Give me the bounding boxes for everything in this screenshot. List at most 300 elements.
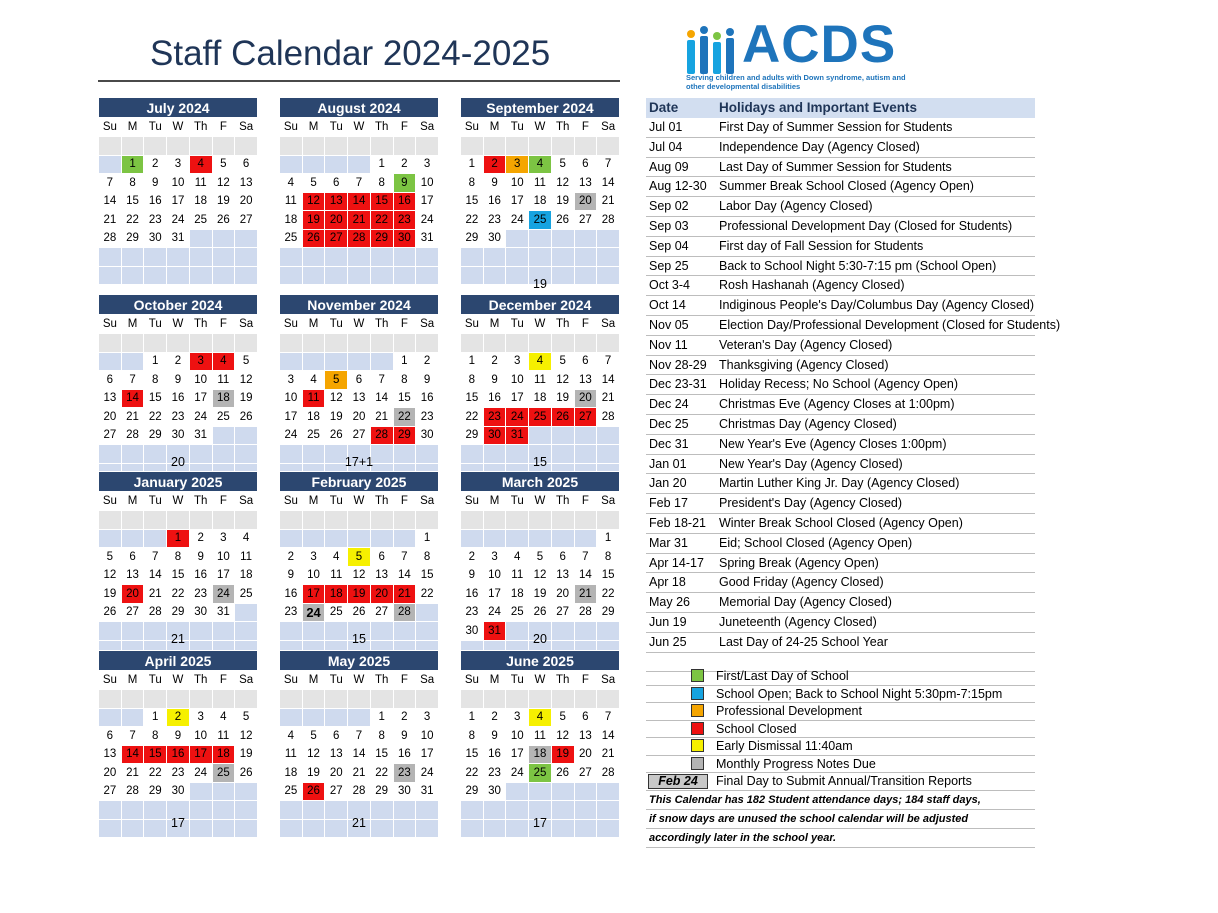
empty-cell — [370, 266, 393, 285]
day-cell: 22 — [416, 585, 439, 604]
legend-swatch — [691, 687, 704, 700]
legend-item — [646, 738, 1035, 756]
event-row — [646, 534, 1035, 554]
day-cell: 29 — [461, 229, 484, 248]
weekday-label: Sa — [235, 315, 258, 334]
day-cell: 8 — [416, 548, 439, 567]
legend-swatch — [691, 739, 704, 752]
day-cell: 16 — [144, 192, 167, 211]
day-cell: 10 — [416, 174, 439, 193]
weekday-label: Tu — [144, 118, 167, 137]
spacer-cell — [370, 511, 393, 530]
day-cell: 17 — [483, 585, 506, 604]
day-cell: 29 — [121, 229, 144, 248]
day-cell: 17 — [167, 192, 190, 211]
day-cell: 1 — [416, 529, 439, 548]
day-cell: 21 — [393, 585, 416, 604]
event-row — [646, 375, 1035, 395]
day-cell: 22 — [144, 764, 167, 783]
spacer-cell — [506, 690, 529, 709]
day-cell: 17 — [302, 585, 325, 604]
event-description: Good Friday (Agency Closed) — [719, 575, 884, 590]
day-cell: 24 — [189, 764, 212, 783]
spacer-cell — [212, 690, 235, 709]
spacer-cell — [144, 690, 167, 709]
day-cell: 18 — [212, 745, 235, 764]
event-date: Dec 24 — [649, 397, 689, 412]
day-cell: 23 — [483, 408, 506, 427]
day-cell: 11 — [302, 389, 325, 408]
day-cell: 2 — [189, 529, 212, 548]
weekday-label: Th — [551, 118, 574, 137]
event-description: Summer Break School Closed (Agency Open) — [719, 179, 974, 194]
month-calendar — [279, 294, 439, 482]
day-cell: 28 — [348, 229, 371, 248]
day-cell: 10 — [189, 371, 212, 390]
empty-cell — [189, 229, 212, 248]
day-cell: 24 — [506, 211, 529, 230]
event-row — [646, 316, 1061, 336]
event-description: Winter Break School Closed (Agency Open) — [719, 515, 963, 530]
month-title: February 2025 — [280, 472, 439, 492]
day-cell: 7 — [348, 174, 371, 193]
day-cell: 3 — [212, 529, 235, 548]
spacer-cell — [551, 511, 574, 530]
day-cell: 19 — [99, 585, 122, 604]
event-date: Jun 19 — [649, 614, 687, 629]
event-date: Sep 03 — [649, 218, 689, 233]
day-cell: 13 — [99, 745, 122, 764]
day-cell: 21 — [597, 192, 620, 211]
empty-cell — [393, 248, 416, 267]
weekday-label: M — [483, 492, 506, 511]
day-cell: 19 — [212, 192, 235, 211]
legend-label: Final Day to Submit Annual/Transition Reports — [716, 774, 972, 788]
empty-cell — [325, 155, 348, 174]
spacer-cell — [189, 511, 212, 530]
day-cell: 28 — [597, 408, 620, 427]
month-title: August 2024 — [280, 98, 439, 118]
day-cell: 27 — [574, 211, 597, 230]
day-cell: 25 — [280, 782, 303, 801]
event-date: Apr 14-17 — [649, 555, 704, 570]
weekday-label: W — [348, 118, 371, 137]
day-cell: 20 — [574, 389, 597, 408]
day-cell: 1 — [461, 155, 484, 174]
event-row — [646, 276, 1035, 296]
day-cell: 17 — [506, 389, 529, 408]
day-cell: 12 — [99, 566, 122, 585]
event-row — [646, 455, 1035, 475]
day-cell: 30 — [167, 782, 190, 801]
weekday-label: Sa — [416, 671, 439, 690]
day-cell: 1 — [121, 155, 144, 174]
day-cell: 18 — [280, 764, 303, 783]
empty-cell — [348, 248, 371, 267]
calendar-note: if snow days are unused the school calendar will be adjusted — [646, 810, 1035, 829]
day-cell: 2 — [483, 352, 506, 371]
events-date-header: Date — [649, 100, 679, 115]
day-cell: 30 — [167, 426, 190, 445]
event-description: Juneteenth (Agency Closed) — [719, 614, 877, 629]
day-cell: 4 — [506, 548, 529, 567]
day-cell: 2 — [461, 548, 484, 567]
empty-cell — [167, 266, 190, 285]
spacer-cell — [144, 334, 167, 353]
weekday-label: F — [574, 492, 597, 511]
day-cell: 25 — [325, 603, 348, 622]
event-date: Nov 05 — [649, 317, 689, 332]
day-cell: 20 — [235, 192, 258, 211]
day-cell: 27 — [235, 211, 258, 230]
month-day-count: 17+1 — [344, 455, 374, 469]
spacer-cell — [302, 334, 325, 353]
legend-item — [646, 703, 1035, 721]
event-date: Oct 3-4 — [649, 278, 690, 293]
weekday-label: W — [167, 315, 190, 334]
day-cell: 22 — [461, 211, 484, 230]
spacer-cell — [506, 511, 529, 530]
spacer-cell — [348, 334, 371, 353]
weekday-label: F — [393, 315, 416, 334]
empty-cell — [551, 529, 574, 548]
event-row — [646, 296, 1035, 316]
day-cell: 14 — [99, 192, 122, 211]
calendar-note: This Calendar has 182 Student attendance days; 184 staff days, — [646, 791, 1035, 810]
spacer-cell — [144, 137, 167, 156]
day-cell: 12 — [325, 389, 348, 408]
empty-cell — [235, 426, 258, 445]
day-cell: 29 — [370, 782, 393, 801]
day-cell: 13 — [325, 745, 348, 764]
day-cell: 21 — [597, 745, 620, 764]
day-cell: 16 — [393, 745, 416, 764]
weekday-label: Su — [280, 315, 303, 334]
day-cell: 25 — [506, 603, 529, 622]
legend-item — [646, 721, 1035, 739]
day-cell: 8 — [370, 174, 393, 193]
day-cell: 26 — [551, 408, 574, 427]
spacer-cell — [461, 690, 484, 709]
day-cell: 24 — [212, 585, 235, 604]
date-tag: Feb 24 — [648, 774, 708, 789]
day-cell: 18 — [325, 585, 348, 604]
empty-cell — [574, 248, 597, 267]
month-day-count: 17 — [533, 816, 547, 830]
spacer-cell — [416, 690, 439, 709]
day-cell: 22 — [167, 585, 190, 604]
spacer-cell — [280, 690, 303, 709]
day-cell: 26 — [212, 211, 235, 230]
day-cell: 15 — [144, 389, 167, 408]
event-date: Mar 31 — [649, 535, 688, 550]
day-cell: 21 — [121, 764, 144, 783]
weekday-label: F — [212, 315, 235, 334]
empty-cell — [348, 155, 371, 174]
day-cell: 6 — [325, 727, 348, 746]
event-date: May 26 — [649, 595, 690, 610]
day-cell: 5 — [235, 352, 258, 371]
day-cell: 21 — [597, 389, 620, 408]
spacer-cell — [235, 334, 258, 353]
legend-label: Early Dismissal 11:40am — [716, 739, 853, 753]
empty-cell — [393, 529, 416, 548]
legend-label: Professional Development — [716, 704, 862, 718]
weekday-label: M — [302, 671, 325, 690]
weekday-label: W — [348, 315, 371, 334]
spacer-cell — [483, 690, 506, 709]
day-cell: 19 — [325, 408, 348, 427]
spacer-cell — [597, 334, 620, 353]
weekday-label: M — [121, 315, 144, 334]
event-date: Apr 18 — [649, 575, 686, 590]
event-description: Back to School Night 5:30-7:15 pm (School Open) — [719, 258, 997, 273]
empty-cell — [325, 248, 348, 267]
day-cell: 30 — [144, 229, 167, 248]
day-cell: 3 — [280, 371, 303, 390]
day-cell: 9 — [189, 548, 212, 567]
empty-cell — [99, 708, 122, 727]
day-cell: 14 — [393, 566, 416, 585]
day-cell: 28 — [99, 229, 122, 248]
month-calendar — [98, 650, 258, 838]
weekday-label: Tu — [325, 671, 348, 690]
spacer-cell — [235, 511, 258, 530]
weekday-label: Th — [189, 315, 212, 334]
event-row — [646, 336, 1035, 356]
day-cell: 4 — [280, 727, 303, 746]
day-cell: 5 — [529, 548, 552, 567]
day-cell: 7 — [121, 727, 144, 746]
day-cell: 8 — [370, 727, 393, 746]
empty-cell — [325, 266, 348, 285]
weekday-label: Tu — [506, 671, 529, 690]
day-cell: 3 — [416, 155, 439, 174]
event-date: Oct 14 — [649, 298, 686, 313]
event-date: Jun 25 — [649, 634, 687, 649]
day-cell: 18 — [529, 745, 552, 764]
month-title: December 2024 — [461, 295, 620, 315]
day-cell: 23 — [167, 764, 190, 783]
day-cell: 30 — [189, 603, 212, 622]
event-row — [646, 118, 1035, 138]
spacer-cell — [144, 511, 167, 530]
empty-cell — [325, 708, 348, 727]
weekday-label: Tu — [325, 315, 348, 334]
spacer-cell — [551, 690, 574, 709]
day-cell: 28 — [393, 603, 416, 622]
empty-cell — [121, 708, 144, 727]
spacer-cell — [551, 334, 574, 353]
month-title: September 2024 — [461, 98, 620, 118]
day-cell: 9 — [167, 727, 190, 746]
day-cell: 16 — [461, 585, 484, 604]
weekday-label: F — [574, 315, 597, 334]
day-cell: 22 — [393, 408, 416, 427]
spacer-cell — [121, 690, 144, 709]
legend-item-report-deadline — [646, 773, 1035, 791]
empty-cell — [551, 782, 574, 801]
day-cell: 10 — [506, 727, 529, 746]
day-cell: 24 — [483, 603, 506, 622]
empty-cell — [529, 529, 552, 548]
empty-cell — [416, 603, 439, 622]
legend-item — [646, 668, 1035, 686]
empty-cell — [189, 248, 212, 267]
empty-cell — [280, 708, 303, 727]
weekday-label: Sa — [597, 492, 620, 511]
day-cell: 26 — [235, 408, 258, 427]
day-cell: 9 — [393, 727, 416, 746]
day-cell: 22 — [121, 211, 144, 230]
day-cell: 29 — [461, 426, 484, 445]
day-cell: 6 — [574, 352, 597, 371]
month-title: May 2025 — [280, 651, 439, 671]
day-cell: 24 — [302, 603, 325, 622]
day-cell: 23 — [280, 603, 303, 622]
event-date: Feb 18-21 — [649, 515, 706, 530]
page-title: Staff Calendar 2024-2025 — [150, 34, 551, 73]
spacer-cell — [121, 511, 144, 530]
day-cell: 12 — [302, 745, 325, 764]
day-cell: 18 — [280, 211, 303, 230]
day-cell: 12 — [302, 192, 325, 211]
day-cell: 21 — [144, 585, 167, 604]
day-cell: 9 — [393, 174, 416, 193]
day-cell: 23 — [144, 211, 167, 230]
day-cell: 16 — [167, 745, 190, 764]
month-calendar — [279, 471, 439, 659]
empty-cell — [416, 266, 439, 285]
day-cell: 3 — [189, 352, 212, 371]
day-cell: 13 — [574, 727, 597, 746]
event-description: Holiday Recess; No School (Agency Open) — [719, 377, 959, 392]
empty-cell — [370, 352, 393, 371]
day-cell: 31 — [416, 782, 439, 801]
day-cell: 25 — [212, 408, 235, 427]
event-row — [646, 138, 1035, 158]
day-cell: 2 — [483, 708, 506, 727]
weekday-label: Tu — [506, 118, 529, 137]
legend-swatch — [691, 757, 704, 770]
day-cell: 13 — [325, 192, 348, 211]
day-cell: 12 — [235, 371, 258, 390]
empty-cell — [144, 266, 167, 285]
event-date: Nov 28-29 — [649, 357, 707, 372]
day-cell: 1 — [370, 708, 393, 727]
spacer-cell — [302, 690, 325, 709]
day-cell: 1 — [370, 155, 393, 174]
day-cell: 14 — [348, 192, 371, 211]
day-cell: 14 — [597, 371, 620, 390]
legend-label: School Open; Back to School Night 5:30pm-7:15pm — [716, 686, 1003, 701]
day-cell: 12 — [551, 371, 574, 390]
legend-swatch — [691, 669, 704, 682]
day-cell: 21 — [348, 211, 371, 230]
day-cell: 1 — [144, 708, 167, 727]
spacer-cell — [99, 137, 122, 156]
day-cell: 10 — [280, 389, 303, 408]
event-row — [646, 593, 1035, 613]
empty-cell — [302, 155, 325, 174]
spacer-cell — [483, 334, 506, 353]
day-cell: 5 — [302, 174, 325, 193]
day-cell: 26 — [325, 426, 348, 445]
weekday-label: Sa — [597, 315, 620, 334]
day-cell: 7 — [121, 371, 144, 390]
day-cell: 8 — [121, 174, 144, 193]
event-row — [646, 356, 1035, 376]
day-cell: 12 — [348, 566, 371, 585]
spacer-cell — [167, 690, 190, 709]
spacer-cell — [167, 334, 190, 353]
day-cell: 21 — [348, 764, 371, 783]
day-cell: 15 — [121, 192, 144, 211]
day-cell: 17 — [506, 745, 529, 764]
day-cell: 7 — [99, 174, 122, 193]
event-description: Professional Development Day (Closed for Students) — [719, 218, 1013, 233]
day-cell: 17 — [212, 566, 235, 585]
day-cell: 15 — [370, 745, 393, 764]
event-date: Dec 25 — [649, 416, 689, 431]
day-cell: 25 — [302, 426, 325, 445]
event-description: Christmas Day (Agency Closed) — [719, 416, 897, 431]
people-logo-icon — [684, 26, 744, 78]
day-cell: 21 — [121, 408, 144, 427]
weekday-label: Tu — [144, 671, 167, 690]
day-cell: 28 — [348, 782, 371, 801]
spacer-cell — [597, 690, 620, 709]
empty-cell — [280, 266, 303, 285]
spacer-cell — [461, 511, 484, 530]
event-row — [646, 514, 1035, 534]
weekday-label: Su — [461, 671, 484, 690]
weekday-label: Sa — [597, 671, 620, 690]
weekday-label: Su — [99, 118, 122, 137]
legend-item — [646, 686, 1035, 704]
empty-cell — [597, 248, 620, 267]
event-row — [646, 177, 1035, 197]
day-cell: 12 — [212, 174, 235, 193]
weekday-label: Th — [189, 671, 212, 690]
spacer-cell — [302, 511, 325, 530]
day-cell: 5 — [302, 727, 325, 746]
day-cell: 14 — [121, 389, 144, 408]
day-cell: 13 — [551, 566, 574, 585]
day-cell: 30 — [393, 229, 416, 248]
day-cell: 12 — [551, 174, 574, 193]
day-cell: 21 — [574, 585, 597, 604]
day-cell: 9 — [483, 174, 506, 193]
weekday-label: F — [212, 492, 235, 511]
spacer-cell — [393, 334, 416, 353]
event-description: Memorial Day (Agency Closed) — [719, 595, 892, 610]
day-cell: 6 — [348, 371, 371, 390]
day-cell: 2 — [416, 352, 439, 371]
month-calendar — [98, 471, 258, 659]
month-title: October 2024 — [99, 295, 258, 315]
month-calendar — [98, 97, 258, 285]
day-cell: 10 — [483, 566, 506, 585]
day-cell: 8 — [461, 174, 484, 193]
weekday-label: Th — [189, 492, 212, 511]
weekday-label: W — [348, 671, 371, 690]
day-cell: 24 — [189, 408, 212, 427]
spacer-cell — [461, 137, 484, 156]
day-cell: 6 — [235, 155, 258, 174]
day-cell: 11 — [325, 566, 348, 585]
weekday-label: M — [483, 671, 506, 690]
